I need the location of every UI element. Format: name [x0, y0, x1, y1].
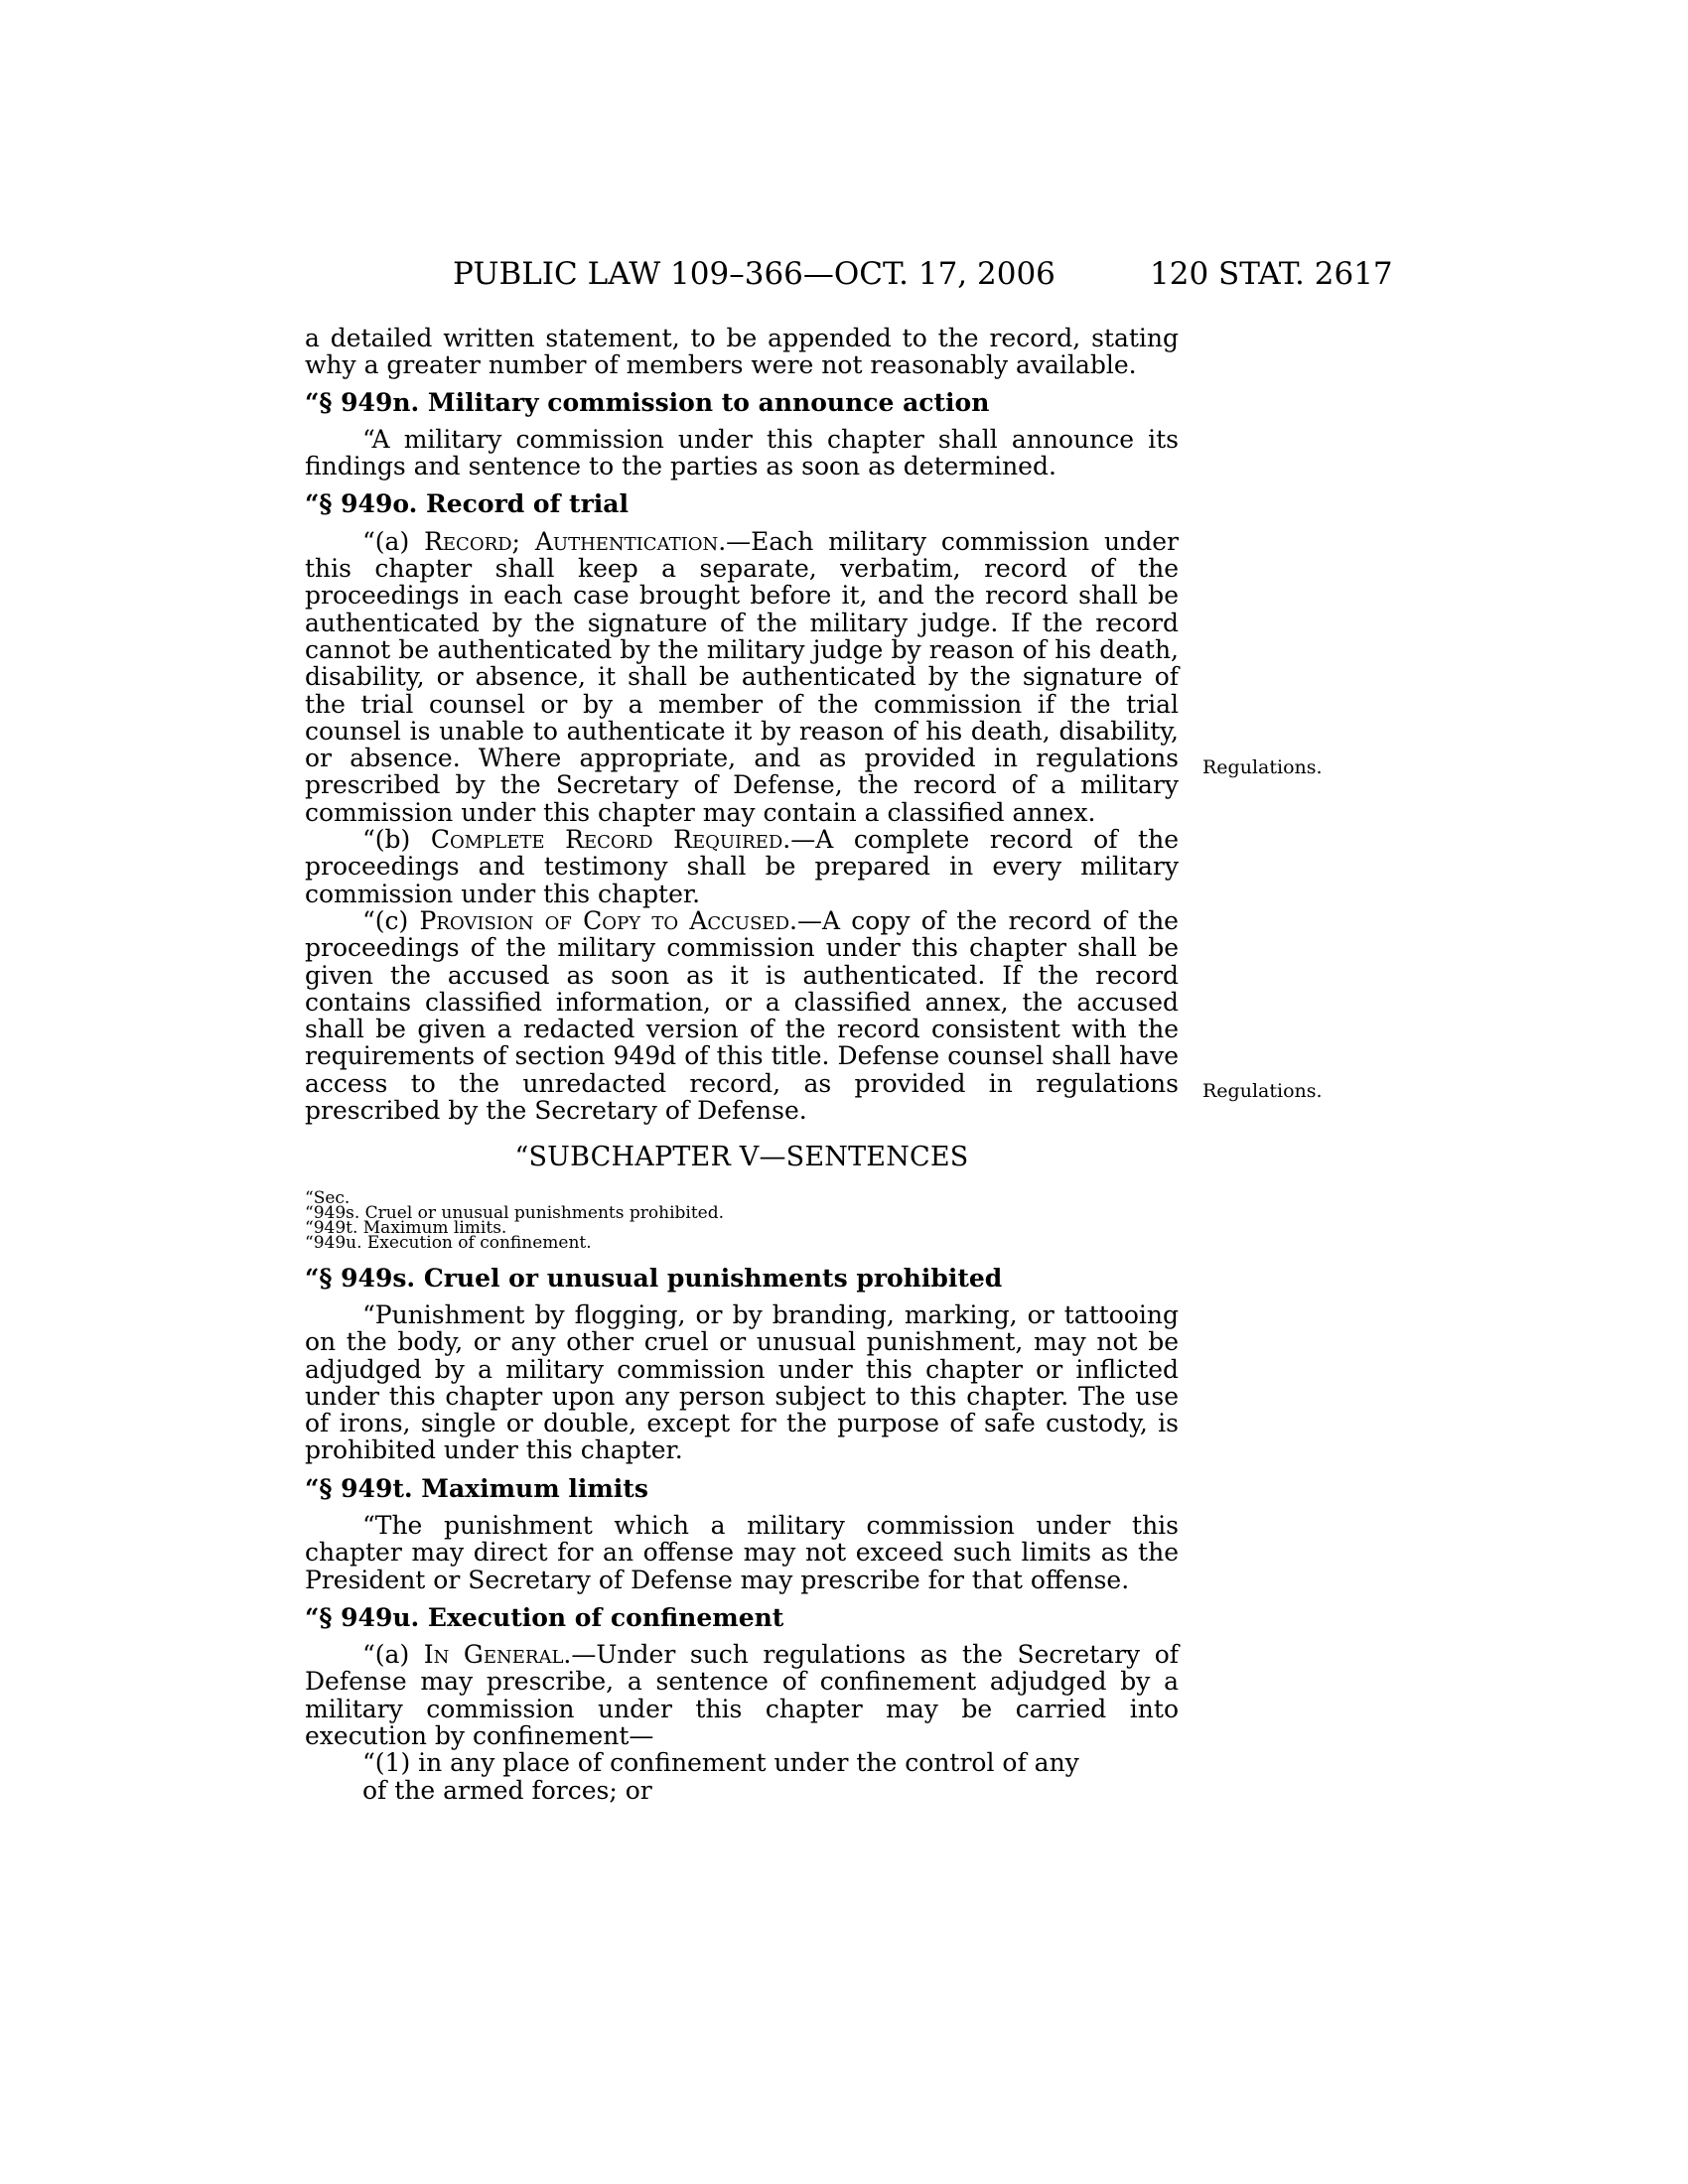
section-949n-heading: “§ 949n. Military commission to announce action: [305, 387, 990, 417]
document-body: [305, 325, 1179, 1804]
section-949u-item-1-line-2: of the armed forces; or: [362, 1775, 652, 1805]
section-949s-heading: “§ 949s. Cruel or unusual punishments prohibited: [305, 1263, 1003, 1293]
subsection-caption: Complete Record Required.: [430, 825, 791, 855]
subchapter-table-of-contents: [305, 1187, 1179, 1253]
subsection-caption: Provision of Copy to Accused.: [419, 905, 797, 935]
subsection-prefix: “(c): [362, 905, 420, 935]
section-949t-text: “The punishment which a military commission under this chapter may direct for an offense may not exceed such limits as the President or Secretary of Defense may prescribe for that offense.: [305, 1510, 1179, 1594]
toc-entry: “949s. Cruel or unusual punishments prohibited.: [305, 1202, 725, 1223]
subsection-text: —Each military commission under this chapter shall keep a separate, verbatim, record of the proceedings in each case brought before it, and the record shall be authenticated by the signature of the military judge. If the record cannot be authenticated by the military judge by reason of his death, disability, or absence, it shall be authenticated by the signature of the trial counsel or by a member of the commission if the trial counsel is unable to authenticate it by reason of his death, disability, or absence. Where appropriate, and as provided in regulations prescribed by the Secretary of Defense, the record of a military commission under this chapter may contain a classified annex.: [305, 526, 1179, 827]
toc-entry: “949u. Execution of confinement.: [305, 1232, 592, 1253]
section-949o-subsection-a: [305, 528, 1179, 826]
subsection-text: —A copy of the record of the proceedings of the military commission under this chapter shall be given the accused as soon as it is authenticated. If the record contains classified information, or a classified annex, the accused shall be given a redacted version of the record consistent with the requirements of section 949d of this title. Defense counsel shall have access to the unredacted record, as provided in regulations prescribed by the Secretary of Defense.: [305, 905, 1179, 1126]
subchapter-title: “SUBCHAPTER V—SENTENCES: [514, 1142, 969, 1173]
section-949o-subsection-b: [305, 826, 1179, 907]
intro-paragraph: a detailed written statement, to be appended to the record, stating why a greater number of members were not reasonably available.: [305, 324, 1179, 380]
section-949u-heading: “§ 949u. Execution of confinement: [305, 1602, 784, 1632]
subsection-caption: Record; Authentication.: [424, 526, 727, 556]
margin-note-regulations: Regulations.: [1202, 1080, 1323, 1102]
section-949s-text: “Punishment by flogging, or by branding, marking, or tattooing on the body, or any other cruel or unusual punishment, may not be adjudged by a military commission under this chapter or inflicted under this chapter upon any person subject to this chapter. The use of irons, single or double, except for the purpose of safe custody, is prohibited under this chapter.: [305, 1299, 1179, 1465]
running-header-title: PUBLIC LAW 109–366—OCT. 17, 2006: [453, 256, 1055, 292]
section-949n-text: “A military commission under this chapter shall announce its findings and sentence to the parties as soon as determined.: [305, 424, 1179, 481]
subsection-text: —Under such regulations as the Secretary of Defense may prescribe, a sentence of confinement adjudged by a military commission under this chapter may be carried into execution by confinement—: [305, 1640, 1179, 1751]
section-949u-item-1-line-1: “(1) in any place of confinement under the control of any: [362, 1748, 1079, 1778]
subsection-prefix: “(a): [362, 1640, 424, 1670]
toc-entry: “949t. Maximum limits.: [305, 1217, 507, 1238]
margin-note-regulations: Regulations.: [1202, 756, 1323, 778]
subsection-caption: In General.: [423, 1640, 572, 1670]
section-949o-subsection-c: [305, 907, 1179, 1124]
subsection-prefix: “(b): [362, 825, 431, 855]
statute-page-number: 120 STAT. 2617: [1150, 256, 1393, 292]
toc-entry: “Sec.: [305, 1187, 351, 1208]
section-949u-subsection-a: [305, 1641, 1179, 1749]
section-949t-heading: “§ 949t. Maximum limits: [305, 1473, 648, 1503]
subsection-text: —A complete record of the proceedings and testimony shall be prepared in every military commission under this chapter.: [305, 825, 1180, 908]
subsection-prefix: “(a): [362, 526, 425, 556]
section-949o-heading: “§ 949o. Record of trial: [305, 489, 629, 519]
